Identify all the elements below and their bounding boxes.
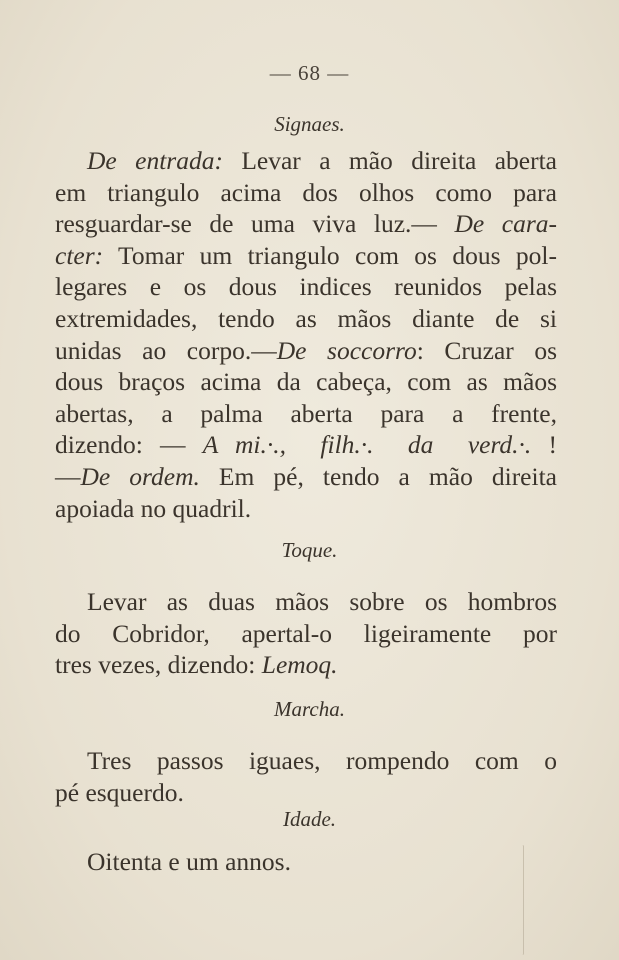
text-line: Tres passos iguaes, rompendo com o xyxy=(87,746,557,775)
heading-idade: Idade. xyxy=(282,807,337,831)
text-line: apoiada no quadril. xyxy=(55,493,252,523)
text-line: Oitenta e um annos. xyxy=(87,847,291,876)
text-line: dizendo: — A mi.·., filh.·. da verd.·. ! xyxy=(55,430,557,460)
text-line: unidas ao corpo.—De soccorro: Cruzar os xyxy=(55,335,557,365)
text-line: tres vezes, dizendo: Lemoq. xyxy=(55,650,338,680)
paragraph-marcha xyxy=(55,745,557,808)
text-line: extremidades, tendo as mãos diante de si xyxy=(55,303,557,333)
text-line: pé esquerdo. xyxy=(55,777,184,807)
text-line: —De ordem. Em pé, tendo a mão direita xyxy=(55,461,557,491)
paragraph-toque xyxy=(55,586,557,681)
text-line: De entrada: Levar a mão direita aberta xyxy=(87,146,557,175)
text-line: abertas, a palma aberta para a frente, xyxy=(55,398,557,428)
paragraph-idade xyxy=(55,846,557,878)
heading-signaes: Signaes. xyxy=(274,112,345,136)
paragraph-signaes xyxy=(55,145,557,524)
page-number: — 68 — xyxy=(269,61,350,85)
heading-marcha: Marcha. xyxy=(274,697,345,721)
text-line: resguardar-se de uma viva luz.— De cara- xyxy=(55,209,558,239)
text-line: legares e os dous indices reunidos pelas xyxy=(55,272,557,302)
heading-toque: Toque. xyxy=(281,538,338,562)
paper-crease xyxy=(521,845,524,955)
text-line: cter: Tomar um triangulo com os dous pol- xyxy=(55,240,557,270)
text-line: do Cobridor, apertal-o ligeiramente por xyxy=(55,618,557,648)
text-line: dous braços acima da cabeça, com as mãos xyxy=(55,367,557,397)
text-line: em triangulo acima dos olhos como para xyxy=(55,177,557,207)
text-line: Levar as duas mãos sobre os hombros xyxy=(87,587,557,616)
